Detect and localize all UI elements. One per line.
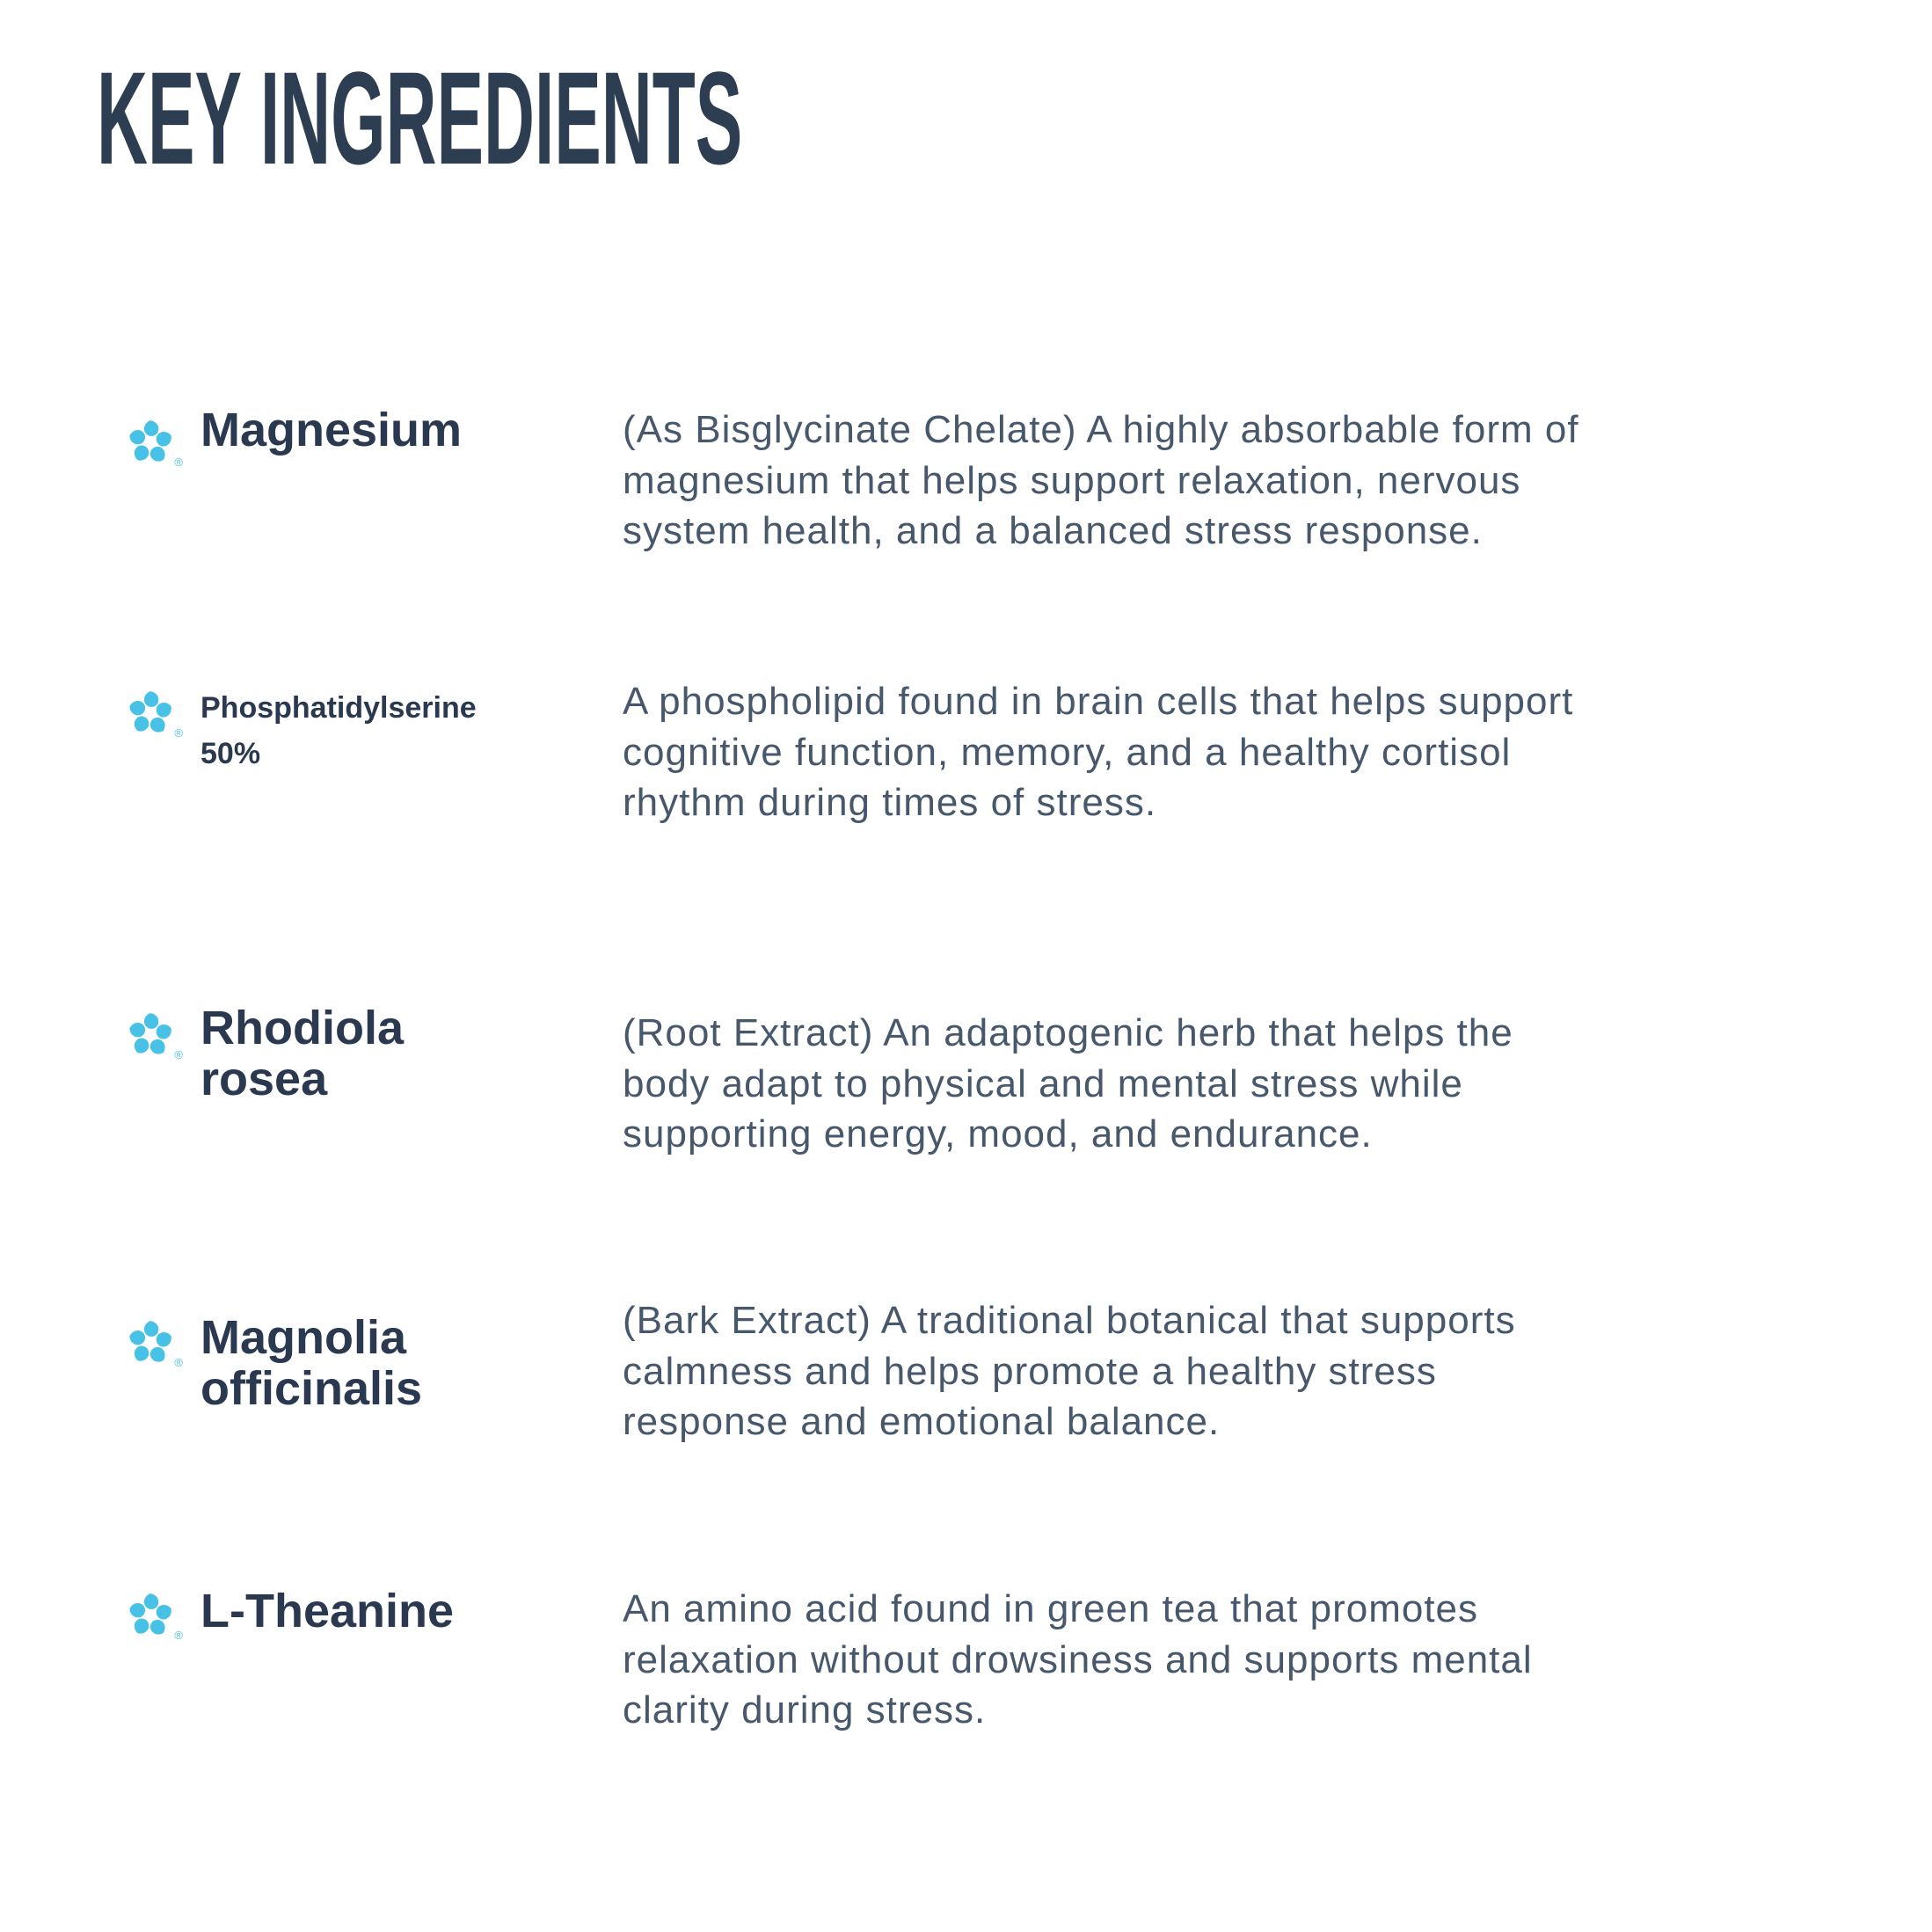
registered-trademark: ® xyxy=(174,456,183,469)
ingredient-description: A phospholipid found in brain cells that helps support cognitive function, memory, and a healthy cortisol rhythm during times of stress. xyxy=(623,680,1574,824)
petal-flower-icon xyxy=(127,1319,183,1369)
petal-flower-icon xyxy=(127,419,183,469)
ingredient-name: Rhodiola rosea xyxy=(200,1002,404,1105)
ingredient-name: Magnesium xyxy=(200,404,463,456)
ingredient-name: Phosphatidylserine 50% xyxy=(200,691,477,770)
registered-trademark: ® xyxy=(174,1048,183,1061)
registered-trademark: ® xyxy=(174,1629,183,1642)
registered-trademark: ® xyxy=(174,726,183,740)
ingredient-description: An amino acid found in green tea that promotes relaxation without drowsiness and supports mental clarity during stress. xyxy=(623,1587,1533,1732)
registered-trademark: ® xyxy=(174,1356,183,1369)
ingredient-description: (As Bisglycinate Chelate) A highly absorbable form of magnesium that helps support relaxation, nervous system health, and a balanced stress response. xyxy=(623,408,1579,552)
ingredient-description: (Bark Extract) A traditional botanical that supports calmness and helps promote a healthy stress response and emotional balance. xyxy=(623,1299,1516,1443)
page-title: KEY INGREDIENTS xyxy=(97,44,743,192)
petal-flower-icon xyxy=(127,1592,183,1642)
ingredient-name: Magnolia officinalis xyxy=(200,1311,423,1415)
ingredient-description: (Root Extract) An adaptogenic herb that helps the body adapt to physical and mental stress while supporting energy, mood, and endurance. xyxy=(623,1011,1513,1156)
ingredient-name: L-Theanine xyxy=(200,1585,455,1637)
petal-flower-icon xyxy=(127,689,183,740)
petal-flower-icon xyxy=(127,1011,183,1061)
